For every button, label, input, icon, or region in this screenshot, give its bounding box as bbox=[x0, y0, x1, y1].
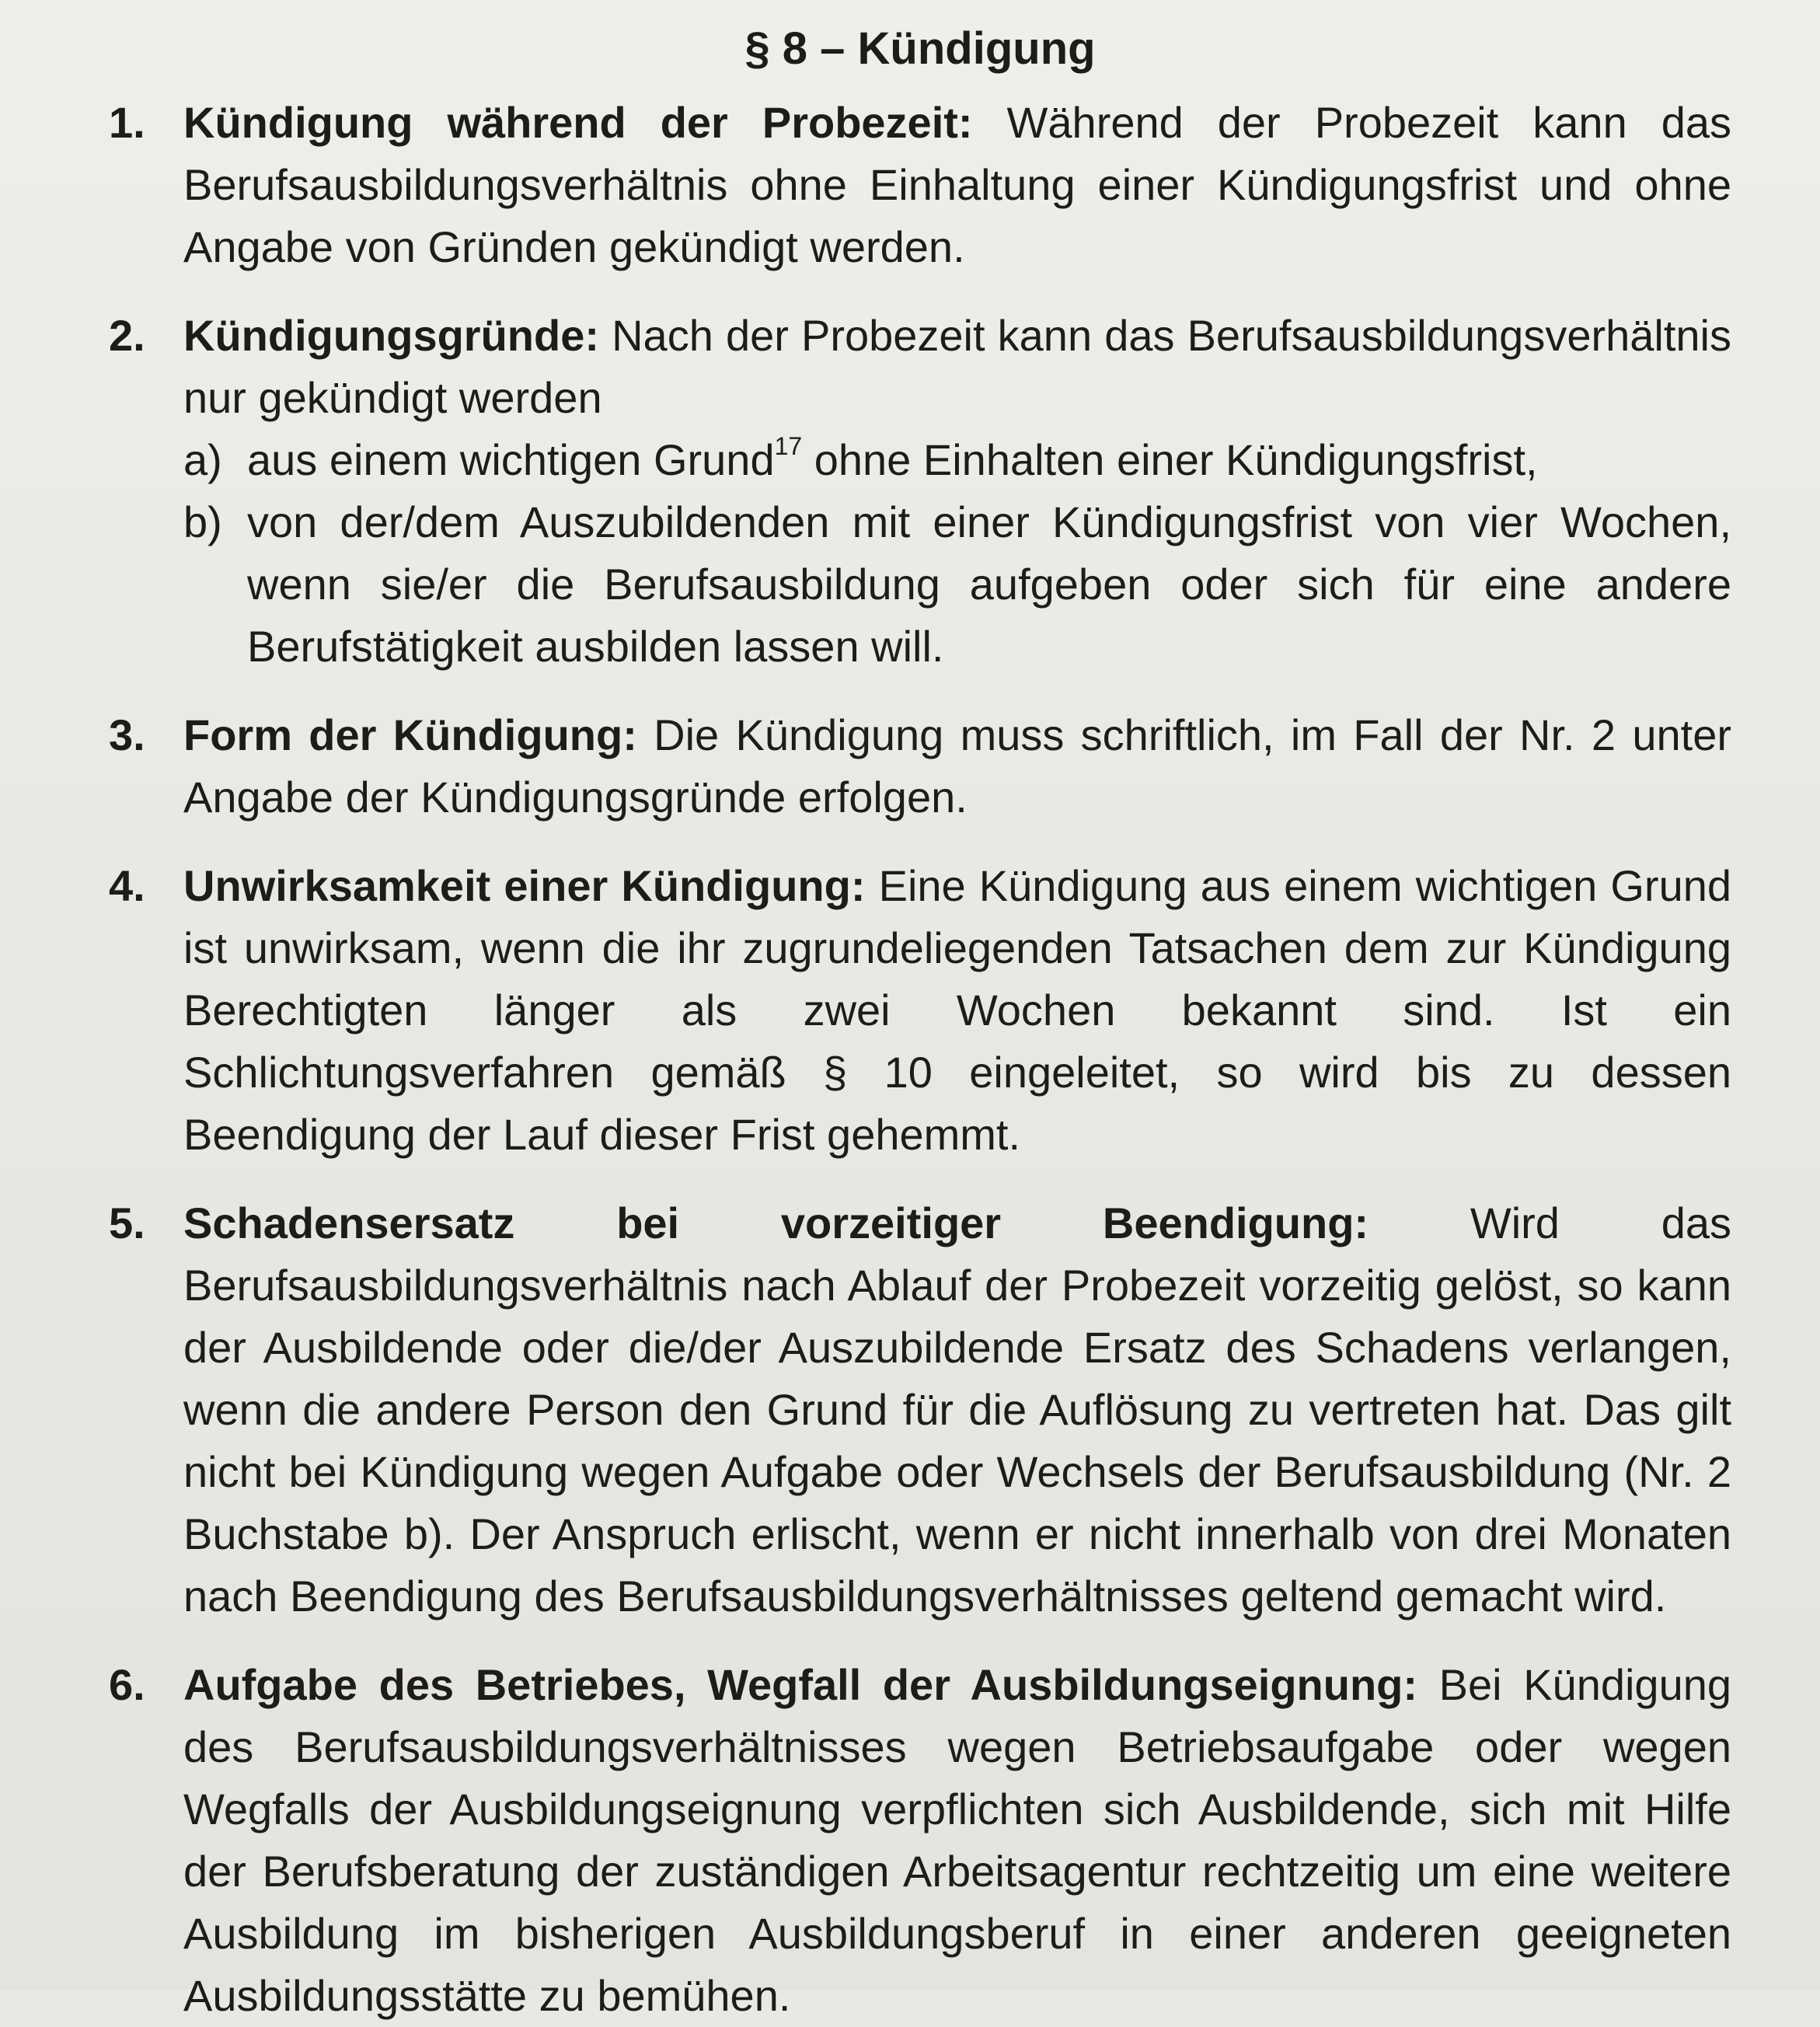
section-term: Kündigungsgründe: bbox=[183, 311, 612, 360]
section-item-1 bbox=[109, 92, 1731, 278]
subitem-letter: b) bbox=[183, 497, 222, 546]
subitem-a bbox=[183, 429, 1731, 491]
section-body bbox=[183, 1192, 1731, 1628]
section-text: Bei Kündigung des Berufsausbildungsverhältnisses wegen Betriebsaufgabe oder wegen Wegfalls der Ausbildungseignung verpflichten sich Ausbildende, sich mit Hilfe der Berufsberatung der zuständigen Arbeitsagentur rechtzeitig um eine weitere Ausbildung im bisherigen Ausbildungsberuf in einer anderen geeigneten Ausbildungsstätte zu bemühen. bbox=[183, 1660, 1731, 2020]
section-term: Aufgabe des Betriebes, Wegfall der Ausbildungseignung: bbox=[183, 1660, 1439, 1709]
section-text: Eine Kündigung aus einem wichtigen Grund ist unwirksam, wenn die ihr zugrundeliegenden Tatsachen dem zur Kündigung Berechtigten länger als zwei Wochen bekannt sind. Ist ein Schlichtungsverfahren gemäß § 10 eingeleitet, so wird bis zu dessen Beendigung der Lauf dieser Frist gehemmt. bbox=[183, 861, 1731, 1159]
section-heading: § 8 – Kündigung bbox=[744, 23, 1096, 74]
section-body bbox=[183, 92, 1731, 278]
subitem-text-before: aus einem wichtigen Grund bbox=[247, 435, 775, 484]
section-number: 1. bbox=[109, 98, 145, 147]
subitem-text: von der/dem Auszubildenden mit einer Kündigungsfrist von vier Wochen, wenn sie/er die Berufsausbildung aufgeben oder sich für eine andere Berufstätigkeit ausbilden lassen will. bbox=[247, 497, 1731, 671]
section-text: Die Kündigung muss schriftlich, im Fall der Nr. 2 unter Angabe der Kündigungsgründe erfolgen. bbox=[183, 710, 1731, 822]
section-term: Kündigung während der Probezeit: bbox=[183, 98, 1007, 147]
footnote-marker: 17 bbox=[774, 432, 803, 460]
section-term: Unwirksamkeit einer Kündigung: bbox=[183, 861, 879, 910]
section-text: Nach der Probezeit kann das Berufsausbildungsverhältnis nur gekündigt werden bbox=[183, 311, 1731, 422]
section-term: Form der Kündigung: bbox=[183, 710, 654, 759]
section-number: 2. bbox=[109, 311, 145, 360]
section-body bbox=[183, 305, 1731, 678]
section-item-5 bbox=[109, 1192, 1731, 1628]
section-term: Schadensersatz bei vorzeitiger Beendigung: bbox=[183, 1198, 1470, 1247]
section-list bbox=[109, 92, 1731, 2027]
section-text: Während der Probezeit kann das Berufsausbildungsverhältnis ohne Einhaltung einer Kündigungsfrist und ohne Angabe von Gründen gekündigt werden. bbox=[183, 98, 1731, 271]
section-number: 3. bbox=[109, 710, 145, 759]
section-item-4 bbox=[109, 855, 1731, 1166]
section-body bbox=[183, 855, 1731, 1166]
subitem-list bbox=[183, 429, 1731, 678]
section-item-2 bbox=[109, 305, 1731, 678]
section-number: 5. bbox=[109, 1198, 145, 1247]
section-text: Wird das Berufsausbildungsverhältnis nach Ablauf der Probezeit vorzeitig gelöst, so kann der Ausbildende oder die/der Auszubildende Ersatz des Schadens verlangen, wenn die andere Person den Grund für die Auflösung zu vertreten hat. Das gilt nicht bei Kündigung wegen Aufgabe oder Wechsels der Berufsausbildung (Nr. 2 Buchstabe b). Der Anspruch erlischt, wenn er nicht innerhalb von drei Monaten nach Beendigung des Berufsausbildungsverhältnisses geltend gemacht wird. bbox=[183, 1198, 1732, 1621]
subitem-text bbox=[247, 429, 1731, 491]
subitem-text-after: ohne Einhalten einer Kündigungsfrist, bbox=[802, 435, 1538, 484]
section-item-6 bbox=[109, 1654, 1731, 2027]
section-item-3 bbox=[109, 704, 1731, 829]
section-number: 6. bbox=[109, 1660, 145, 1709]
subitem-letter: a) bbox=[183, 435, 222, 484]
section-body bbox=[183, 1654, 1731, 2027]
subitem-b bbox=[183, 491, 1731, 678]
section-number: 4. bbox=[109, 861, 145, 910]
section-body bbox=[183, 704, 1731, 829]
